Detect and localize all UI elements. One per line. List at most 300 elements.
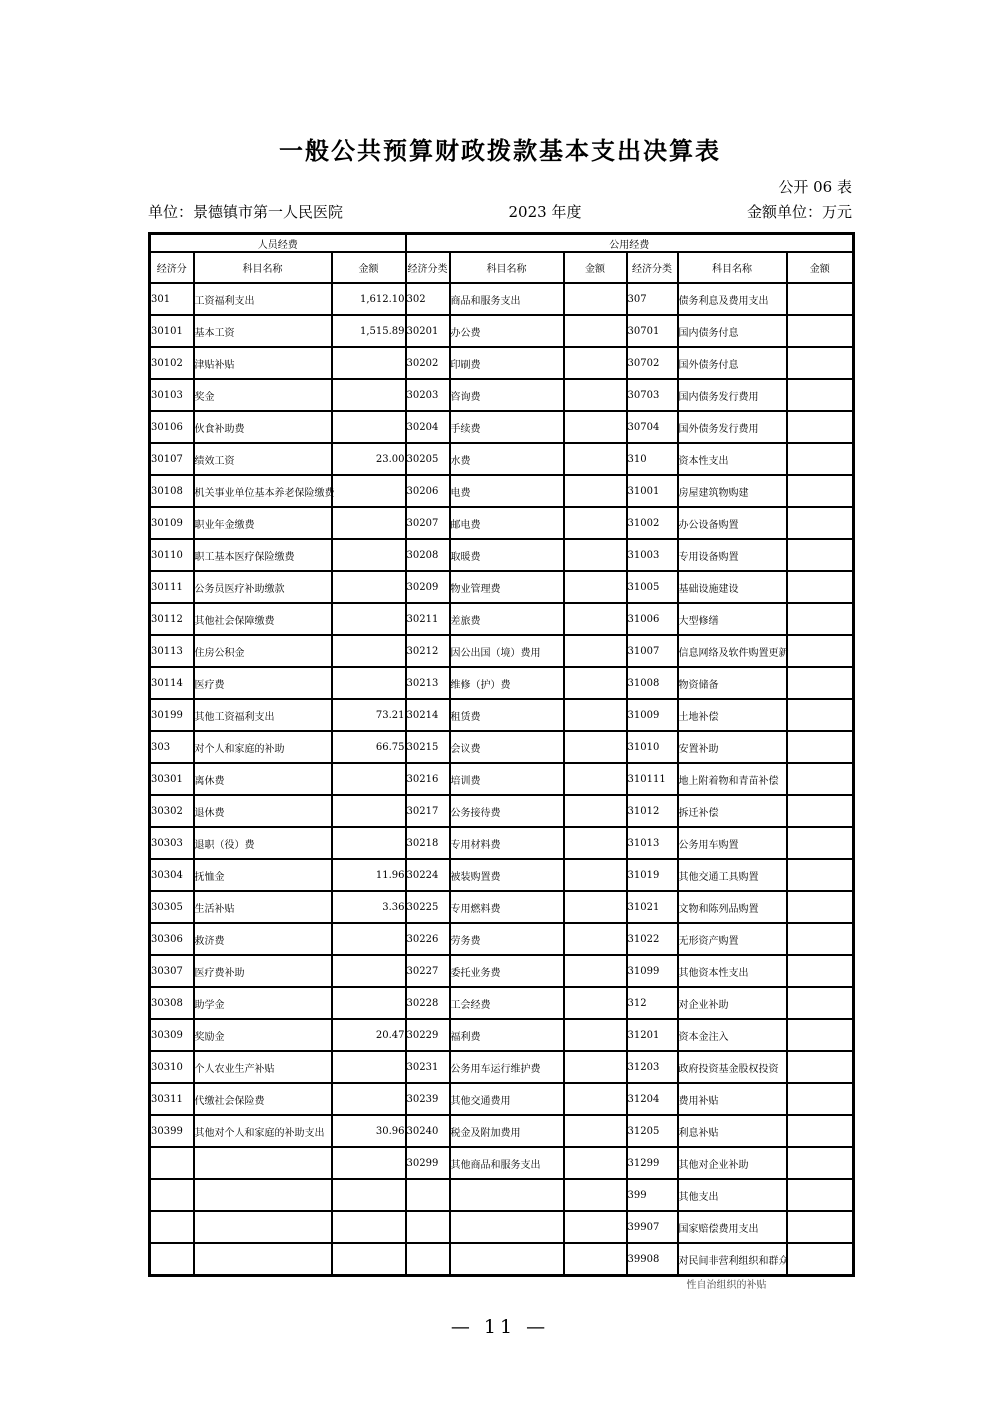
subject-cell	[194, 1243, 332, 1276]
code-cell: 31205	[627, 1115, 678, 1147]
subject-cell: 基本工资	[194, 315, 332, 347]
subject-cell: 专用材料费	[450, 827, 564, 859]
code-cell	[150, 1147, 194, 1179]
subject-cell: 福利费	[450, 1019, 564, 1051]
subject-cell: 债务利息及费用支出	[678, 283, 787, 315]
code-cell: 30102	[150, 347, 194, 379]
amount-cell	[787, 955, 854, 987]
table-row	[150, 635, 854, 667]
subject-cell: 其他对企业补助	[678, 1147, 787, 1179]
budget-table-body	[150, 283, 854, 1291]
amount-cell	[787, 699, 854, 731]
code-cell: 30227	[406, 955, 450, 987]
subject-cell: 公务用车购置	[678, 827, 787, 859]
code-cell: 303	[150, 731, 194, 763]
subject-cell: 文物和陈列品购置	[678, 891, 787, 923]
amount-cell	[564, 923, 627, 955]
subject-cell	[194, 1211, 332, 1243]
subject-cell: 电费	[450, 475, 564, 507]
amount-cell	[564, 891, 627, 923]
subject-cell: 医疗费补助	[194, 955, 332, 987]
amount-cell	[787, 923, 854, 955]
table-row	[150, 1147, 854, 1179]
table-row	[150, 699, 854, 731]
amount-cell	[787, 571, 854, 603]
amount-cell	[332, 987, 406, 1019]
code-cell: 30701	[627, 315, 678, 347]
code-cell: 31203	[627, 1051, 678, 1083]
table-row	[150, 731, 854, 763]
col-header-subject-2: 科目名称	[450, 252, 564, 283]
page-number: — 11 —	[450, 1316, 550, 1338]
subject-cell: 办公设备购置	[678, 507, 787, 539]
code-cell: 30207	[406, 507, 450, 539]
subject-cell: 奖励金	[194, 1019, 332, 1051]
amount-cell	[564, 699, 627, 731]
code-cell: 30103	[150, 379, 194, 411]
subject-cell: 医疗费	[194, 667, 332, 699]
amount-cell	[564, 795, 627, 827]
amount-cell	[332, 795, 406, 827]
amount-cell	[332, 539, 406, 571]
amount-cell	[787, 443, 854, 475]
code-cell: 310	[627, 443, 678, 475]
subject-cell: 其他资本性支出	[678, 955, 787, 987]
amount-cell	[564, 475, 627, 507]
subject-cell: 代缴社会保险费	[194, 1083, 332, 1115]
amount-cell	[564, 603, 627, 635]
amount-cell	[564, 987, 627, 1019]
code-cell: 30199	[150, 699, 194, 731]
table-row	[150, 763, 854, 795]
amount-cell: 3.36	[332, 891, 406, 923]
col-header-econ-class-3: 经济分类	[627, 252, 678, 283]
amount-cell	[332, 635, 406, 667]
subject-cell: 租赁费	[450, 699, 564, 731]
col-header-amount-3: 金额	[787, 252, 854, 283]
code-cell: 30231	[406, 1051, 450, 1083]
subject-cell: 安置补助	[678, 731, 787, 763]
amount-cell	[787, 603, 854, 635]
page-title: 一般公共预算财政拨款基本支出决算表	[279, 137, 721, 165]
amount-cell	[332, 1211, 406, 1243]
code-cell	[406, 1179, 450, 1211]
subject-cell: 咨询费	[450, 379, 564, 411]
amount-cell	[787, 475, 854, 507]
code-cell: 30307	[150, 955, 194, 987]
code-cell: 30226	[406, 923, 450, 955]
subject-cell: 商品和服务支出	[450, 283, 564, 315]
subject-cell: 退休费	[194, 795, 332, 827]
code-cell: 30239	[406, 1083, 450, 1115]
subject-cell: 公务用车运行维护费	[450, 1051, 564, 1083]
subject-cell: 办公费	[450, 315, 564, 347]
col-header-econ-class-1: 经济分	[150, 252, 194, 283]
amount-cell	[564, 667, 627, 699]
table-row	[150, 827, 854, 859]
code-cell: 30305	[150, 891, 194, 923]
amount-cell	[564, 1115, 627, 1147]
code-cell: 30218	[406, 827, 450, 859]
table-row	[150, 1115, 854, 1147]
amount-cell	[564, 859, 627, 891]
table-row	[150, 667, 854, 699]
year-label: 2023 年度	[508, 203, 582, 221]
subject-cell: 培训费	[450, 763, 564, 795]
code-cell: 30216	[406, 763, 450, 795]
subject-cell: 其他商品和服务支出	[450, 1147, 564, 1179]
amount-unit-label: 金额单位：万元	[746, 203, 852, 221]
amount-cell	[564, 443, 627, 475]
subject-cell: 职业年金缴费	[194, 507, 332, 539]
code-cell: 30309	[150, 1019, 194, 1051]
table-row	[150, 1179, 854, 1211]
amount-cell	[564, 507, 627, 539]
code-cell: 310111	[627, 763, 678, 795]
table-row	[150, 987, 854, 1019]
code-cell: 30214	[406, 699, 450, 731]
code-cell: 30202	[406, 347, 450, 379]
col-header-subject-1: 科目名称	[194, 252, 332, 283]
subject-cell: 机关事业单位基本养老保险缴费	[194, 475, 332, 507]
code-cell: 31299	[627, 1147, 678, 1179]
subject-cell: 公务员医疗补助缴款	[194, 571, 332, 603]
amount-cell: 23.00	[332, 443, 406, 475]
code-cell: 31010	[627, 731, 678, 763]
code-cell: 30213	[406, 667, 450, 699]
amount-cell	[787, 1147, 854, 1179]
amount-cell	[787, 891, 854, 923]
code-cell: 301	[150, 283, 194, 315]
section-public-funds: 公用经费	[406, 234, 854, 253]
code-cell: 30211	[406, 603, 450, 635]
subject-cell: 国内债务发行费用	[678, 379, 787, 411]
table-row	[150, 315, 854, 347]
code-cell: 30114	[150, 667, 194, 699]
subject-cell: 费用补贴	[678, 1083, 787, 1115]
subject-cell: 国外债务付息	[678, 347, 787, 379]
table-row	[150, 923, 854, 955]
col-header-subject-3: 科目名称	[678, 252, 787, 283]
amount-cell	[332, 347, 406, 379]
meta-row	[148, 201, 852, 222]
amount-cell	[332, 1147, 406, 1179]
amount-cell	[332, 379, 406, 411]
subject-cell: 助学金	[194, 987, 332, 1019]
amount-cell	[564, 315, 627, 347]
amount-cell	[564, 1243, 627, 1276]
subject-cell: 其他交通费用	[450, 1083, 564, 1115]
amount-cell	[332, 1051, 406, 1083]
code-cell: 30212	[406, 635, 450, 667]
code-cell: 30224	[406, 859, 450, 891]
code-cell: 31012	[627, 795, 678, 827]
subject-cell: 税金及附加费用	[450, 1115, 564, 1147]
code-cell: 30240	[406, 1115, 450, 1147]
code-cell: 30304	[150, 859, 194, 891]
column-header-row	[150, 252, 854, 283]
subject-cell	[194, 1147, 332, 1179]
amount-cell	[332, 475, 406, 507]
code-cell: 30215	[406, 731, 450, 763]
code-cell	[150, 1243, 194, 1276]
code-cell	[150, 1211, 194, 1243]
code-cell: 31201	[627, 1019, 678, 1051]
code-cell: 31001	[627, 475, 678, 507]
amount-cell	[787, 507, 854, 539]
subject-cell: 委托业务费	[450, 955, 564, 987]
amount-cell	[787, 315, 854, 347]
amount-cell: 30.96	[332, 1115, 406, 1147]
subject-cell: 劳务费	[450, 923, 564, 955]
code-cell: 30112	[150, 603, 194, 635]
subject-cell: 工会经费	[450, 987, 564, 1019]
subject-cell: 退职（役）费	[194, 827, 332, 859]
subject-cell: 印刷费	[450, 347, 564, 379]
subject-cell: 取暖费	[450, 539, 564, 571]
table-row	[150, 1019, 854, 1051]
amount-cell	[564, 1083, 627, 1115]
amount-cell	[564, 955, 627, 987]
code-cell: 30217	[406, 795, 450, 827]
code-cell: 31009	[627, 699, 678, 731]
subject-cell: 房屋建筑物购建	[678, 475, 787, 507]
subject-cell: 对个人和家庭的补助	[194, 731, 332, 763]
budget-table	[148, 232, 855, 1291]
code-cell: 302	[406, 283, 450, 315]
code-cell: 31099	[627, 955, 678, 987]
code-cell: 30209	[406, 571, 450, 603]
code-cell: 30302	[150, 795, 194, 827]
subject-cell: 地上附着物和青苗补偿	[678, 763, 787, 795]
subject-cell	[450, 1211, 564, 1243]
amount-cell	[332, 955, 406, 987]
amount-cell: 1,612.10	[332, 283, 406, 315]
subject-cell	[450, 1243, 564, 1276]
amount-cell	[787, 827, 854, 859]
code-cell: 30311	[150, 1083, 194, 1115]
amount-cell	[787, 1211, 854, 1243]
code-cell: 30702	[627, 347, 678, 379]
table-row	[150, 1083, 854, 1115]
code-cell: 30225	[406, 891, 450, 923]
table-row	[150, 475, 854, 507]
col-header-amount-1: 金额	[332, 252, 406, 283]
amount-cell: 66.75	[332, 731, 406, 763]
amount-cell: 20.47	[332, 1019, 406, 1051]
amount-cell	[787, 1051, 854, 1083]
amount-cell	[787, 379, 854, 411]
subject-cell: 因公出国（境）费用	[450, 635, 564, 667]
subject-cell: 水费	[450, 443, 564, 475]
subject-cell: 大型修缮	[678, 603, 787, 635]
code-cell: 30206	[406, 475, 450, 507]
table-row	[150, 379, 854, 411]
code-cell: 30704	[627, 411, 678, 443]
code-cell: 30303	[150, 827, 194, 859]
code-cell: 30229	[406, 1019, 450, 1051]
subject-cell: 津贴补贴	[194, 347, 332, 379]
amount-cell	[564, 1051, 627, 1083]
code-cell: 30306	[150, 923, 194, 955]
amount-cell	[787, 987, 854, 1019]
subject-cell: 土地补偿	[678, 699, 787, 731]
code-cell: 30204	[406, 411, 450, 443]
amount-cell	[564, 763, 627, 795]
code-cell: 30108	[150, 475, 194, 507]
subject-cell: 邮电费	[450, 507, 564, 539]
amount-cell	[564, 731, 627, 763]
subject-cell: 资本金注入	[678, 1019, 787, 1051]
subject-cell: 抚恤金	[194, 859, 332, 891]
code-cell: 31007	[627, 635, 678, 667]
table-row	[150, 955, 854, 987]
amount-cell	[787, 667, 854, 699]
code-cell: 30101	[150, 315, 194, 347]
code-cell: 30109	[150, 507, 194, 539]
subject-cell: 物资储备	[678, 667, 787, 699]
subject-cell: 其他工资福利支出	[194, 699, 332, 731]
subject-cell: 拆迁补偿	[678, 795, 787, 827]
amount-cell	[787, 1179, 854, 1211]
amount-cell	[564, 1211, 627, 1243]
code-cell: 31003	[627, 539, 678, 571]
subject-cell: 其他支出	[678, 1179, 787, 1211]
col-header-econ-class-2: 经济分类	[406, 252, 450, 283]
amount-cell: 11.96	[332, 859, 406, 891]
code-cell: 30106	[150, 411, 194, 443]
code-cell	[150, 1179, 194, 1211]
subject-cell: 政府投资基金股权投资	[678, 1051, 787, 1083]
code-cell: 30228	[406, 987, 450, 1019]
code-cell: 30201	[406, 315, 450, 347]
code-cell: 307	[627, 283, 678, 315]
subject-cell: 绩效工资	[194, 443, 332, 475]
amount-cell	[564, 1179, 627, 1211]
subject-cell: 住房公积金	[194, 635, 332, 667]
amount-cell	[564, 635, 627, 667]
subject-cell: 离休费	[194, 763, 332, 795]
amount-cell	[564, 827, 627, 859]
subject-cell: 其他社会保障缴费	[194, 603, 332, 635]
code-cell: 30208	[406, 539, 450, 571]
code-cell: 31022	[627, 923, 678, 955]
subject-cell: 资本性支出	[678, 443, 787, 475]
amount-cell	[787, 1083, 854, 1115]
amount-cell	[787, 731, 854, 763]
table-row	[150, 1243, 854, 1276]
amount-cell	[564, 1147, 627, 1179]
subject-cell: 差旅费	[450, 603, 564, 635]
code-cell: 30107	[150, 443, 194, 475]
amount-cell	[332, 571, 406, 603]
amount-cell	[564, 379, 627, 411]
table-row	[150, 347, 854, 379]
code-cell: 30310	[150, 1051, 194, 1083]
subject-cell	[194, 1179, 332, 1211]
code-cell: 31006	[627, 603, 678, 635]
amount-cell	[787, 635, 854, 667]
subject-cell: 专用燃料费	[450, 891, 564, 923]
subject-cell: 救济费	[194, 923, 332, 955]
amount-cell	[564, 411, 627, 443]
subject-cell: 基础设施建设	[678, 571, 787, 603]
table-row	[150, 1051, 854, 1083]
subject-cell: 维修（护）费	[450, 667, 564, 699]
subject-cell: 对企业补助	[678, 987, 787, 1019]
amount-cell	[332, 603, 406, 635]
subject-cell: 其他对个人和家庭的补助支出	[194, 1115, 332, 1147]
subject-cell: 个人农业生产补贴	[194, 1051, 332, 1083]
table-number: 公开 06 表	[778, 178, 852, 196]
table-row	[150, 1211, 854, 1243]
code-cell	[406, 1243, 450, 1276]
unit-label: 单位：景德镇市第一人民医院	[148, 203, 344, 221]
amount-cell	[332, 507, 406, 539]
subject-cell: 奖金	[194, 379, 332, 411]
table-row	[150, 859, 854, 891]
amount-cell: 73.21	[332, 699, 406, 731]
code-cell: 30111	[150, 571, 194, 603]
amount-cell	[787, 795, 854, 827]
code-cell: 31019	[627, 859, 678, 891]
code-cell: 30205	[406, 443, 450, 475]
code-cell: 31002	[627, 507, 678, 539]
code-cell: 31008	[627, 667, 678, 699]
table-row	[150, 571, 854, 603]
subject-cell	[450, 1179, 564, 1211]
clipped-continuation-text: 性自治组织的补贴	[686, 1280, 767, 1291]
code-cell: 30399	[150, 1115, 194, 1147]
amount-cell	[787, 539, 854, 571]
amount-cell	[332, 1243, 406, 1276]
section-header-row	[150, 234, 854, 253]
amount-cell	[787, 859, 854, 891]
subject-cell: 职工基本医疗保险缴费	[194, 539, 332, 571]
amount-cell	[564, 1019, 627, 1051]
code-cell: 31005	[627, 571, 678, 603]
amount-cell	[787, 283, 854, 315]
amount-cell	[332, 1083, 406, 1115]
subject-cell: 国家赔偿费用支出	[678, 1211, 787, 1243]
amount-cell	[564, 539, 627, 571]
col-header-amount-2: 金额	[564, 252, 627, 283]
amount-cell	[332, 1179, 406, 1211]
table-row	[150, 891, 854, 923]
table-row	[150, 283, 854, 315]
subject-cell: 物业管理费	[450, 571, 564, 603]
subject-cell: 会议费	[450, 731, 564, 763]
amount-cell	[787, 347, 854, 379]
amount-cell	[332, 763, 406, 795]
subject-cell: 对民间非营利组织和群众 性自治组织的补贴	[678, 1243, 787, 1276]
amount-cell	[564, 347, 627, 379]
table-row	[150, 539, 854, 571]
subject-cell: 生活补贴	[194, 891, 332, 923]
subject-cell: 信息网络及软件购置更新	[678, 635, 787, 667]
code-cell: 39908	[627, 1243, 678, 1276]
subject-cell: 其他交通工具购置	[678, 859, 787, 891]
amount-cell	[787, 1115, 854, 1147]
subject-cell: 公务接待费	[450, 795, 564, 827]
code-cell: 30113	[150, 635, 194, 667]
amount-cell	[564, 283, 627, 315]
amount-cell	[787, 411, 854, 443]
code-cell: 31204	[627, 1083, 678, 1115]
amount-cell: 1,515.89	[332, 315, 406, 347]
subject-cell: 伙食补助费	[194, 411, 332, 443]
table-row	[150, 507, 854, 539]
